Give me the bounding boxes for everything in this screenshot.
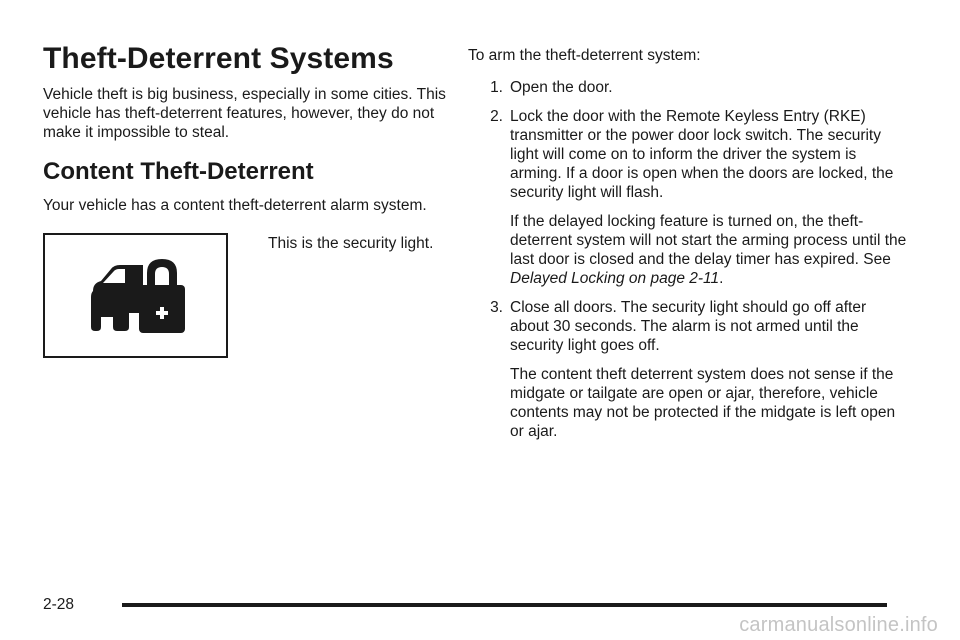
step-text: Close all doors. The security light should go off after about 30 seconds. The alarm is not armed until the security light goes off. — [510, 299, 867, 354]
list-item — [468, 298, 908, 441]
security-light-icon — [89, 257, 185, 337]
list-item — [468, 107, 908, 288]
step-number: 3. — [490, 299, 503, 316]
intro-paragraph: Vehicle theft is big business, especially in some cities. This vehicle has theft-deterrent features, however, they do not make it impossible to steal. — [43, 86, 446, 141]
arming-steps — [468, 78, 908, 451]
page-number: 2-28 — [43, 596, 75, 613]
section-heading: Content Theft-Deterrent — [43, 158, 314, 185]
step-number: 2. — [490, 108, 503, 125]
figure-caption: This is the security light. — [268, 235, 434, 252]
watermark: carmanualsonline.info — [739, 614, 938, 636]
sub-text-end: . — [719, 270, 724, 287]
list-item — [468, 78, 908, 97]
step-number: 1. — [490, 79, 503, 96]
footer-rule — [122, 603, 887, 607]
sub-text: If the delayed locking feature is turned on, the theft-deterrent system will not start the arming process until the last door is closed and the delay timer has expired. See — [510, 213, 907, 268]
page-title: Theft-Deterrent Systems — [43, 42, 394, 75]
step-text: Open the door. — [510, 79, 613, 96]
step-text: Lock the door with the Remote Keyless Entry (RKE) transmitter or the power door lock switch. The security light will come on to inform the driver the system is arming. If a door is open when the doors are locked, the security light will flash. — [510, 108, 894, 201]
step-subparagraph: The content theft deterrent system does not sense if the midgate or tailgate are open or ajar, therefore, vehicle contents may not be protected if the midgate is left open or ajar. — [510, 366, 896, 440]
arming-intro: To arm the theft-deterrent system: — [468, 47, 701, 64]
security-light-figure — [43, 233, 228, 358]
left-column — [43, 40, 458, 252]
cross-reference-link[interactable]: Delayed Locking on page 2-11 — [510, 270, 720, 287]
content-paragraph: Your vehicle has a content theft-deterrent alarm system. — [43, 197, 427, 214]
step-subparagraph — [510, 212, 908, 288]
